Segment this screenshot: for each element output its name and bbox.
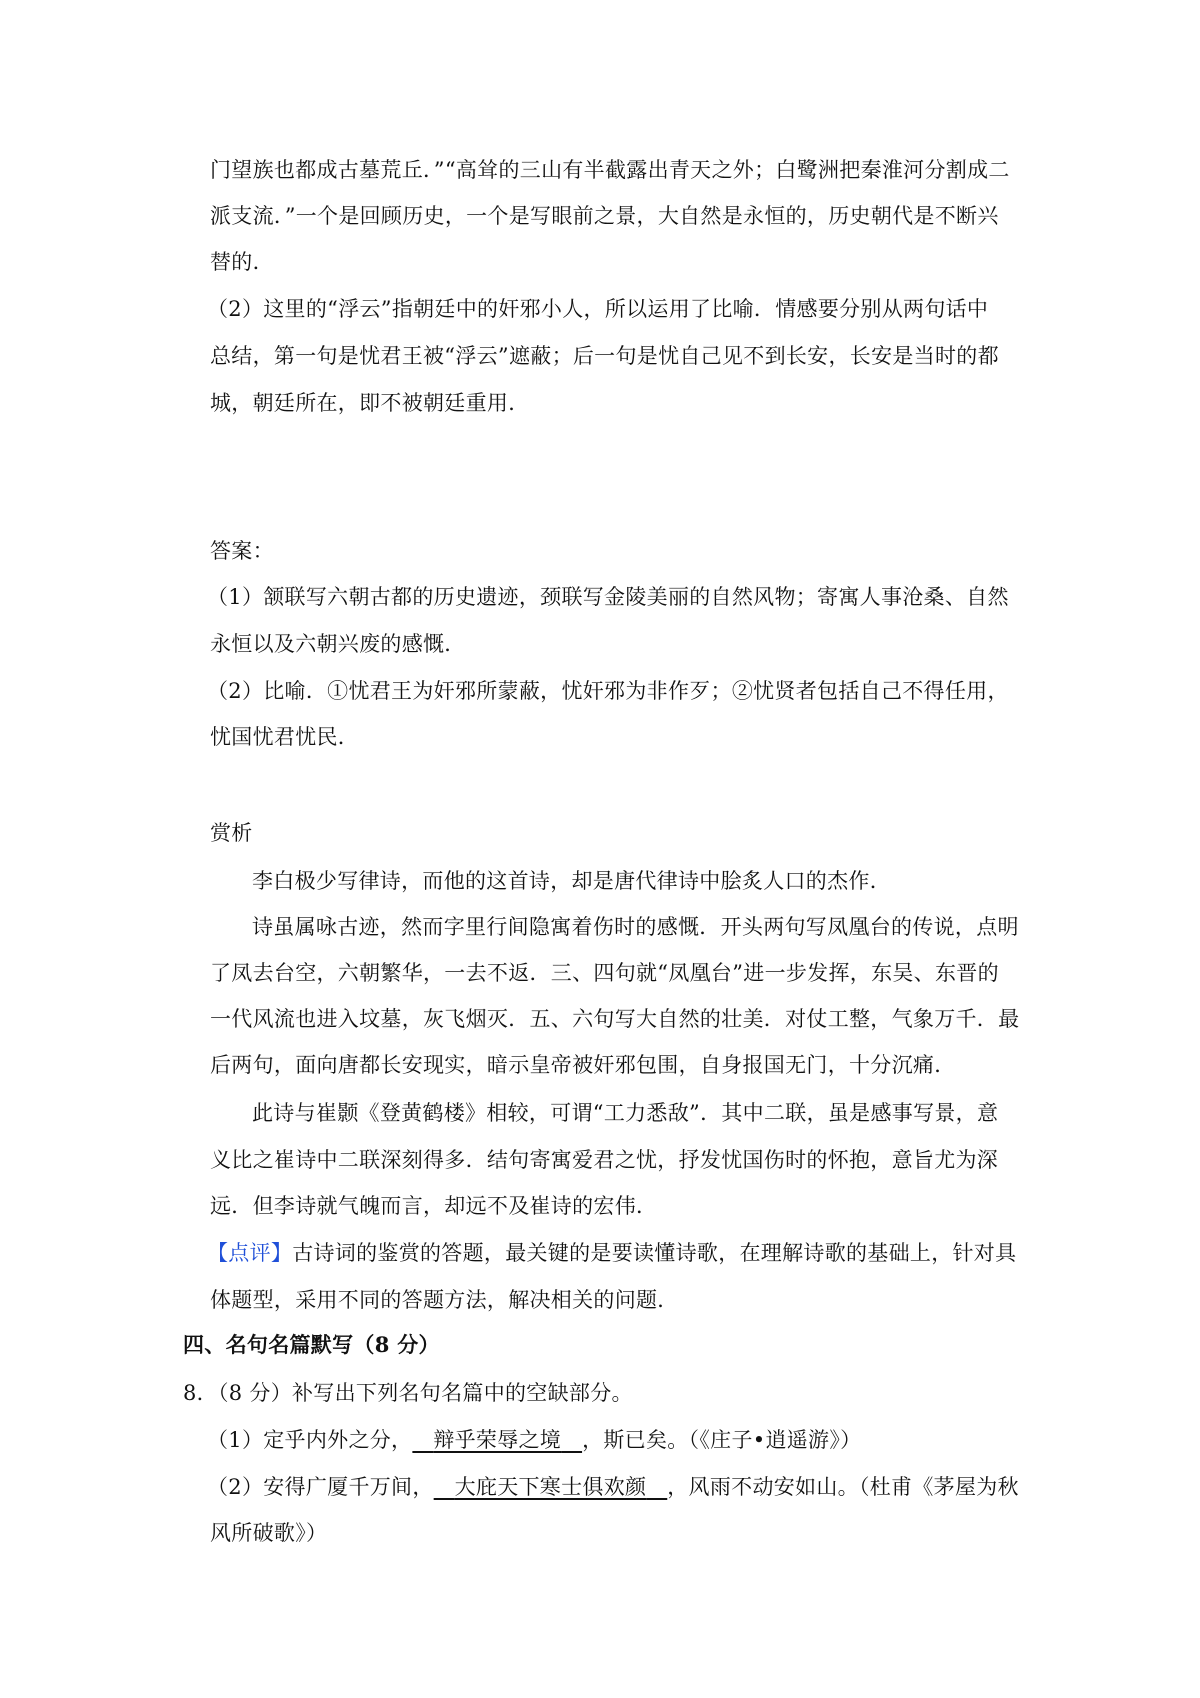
question-item-continued: 风所破歌》） [210,1521,328,1545]
appreciation-line: 诗虽属咏古迹，然而字里行间隐寓着伤时的感慨．开头两句写凤凰台的传说，点明 [252,915,1019,939]
answer-line: 忧国忧君忧民． [210,725,360,749]
appreciation-line: 了凤去台空，六朝繁华，一去不返．三、四句就“凤凰台”进一步发挥，东吴、东晋的 [210,961,999,985]
answer-text: 大庇天下寒士俱欢颜 [454,1475,647,1499]
answer-line: （1）颔联写六朝古都的历史遗迹，颈联写金陵美丽的自然风物；寄寓人事沧桑、自然 [207,585,1009,609]
appreciation-line: 义比之崔诗中二联深刻得多．结句寄寓爱君之忧，抒发忧国伤时的怀抱，意旨尤为深 [210,1148,999,1172]
appreciation-line: 李白极少写律诗，而他的这首诗，却是唐代律诗中脍炙人口的杰作． [252,869,891,893]
analysis-line: （2）这里的“浮云”指朝廷中的奸邪小人，所以运用了比喻．情感要分别从两句话中 [207,297,989,321]
item-prefix: （2）安得广厦千万间， [207,1475,434,1499]
question-stem: 8．（8 分）补写出下列名句名篇中的空缺部分。 [183,1381,633,1405]
answer-line: 永恒以及六朝兴废的感慨． [210,632,466,656]
comment-text: 古诗词的鉴赏的答题，最关键的是要读懂诗歌，在理解诗歌的基础上，针对具 [292,1241,1017,1265]
comment-line: 体题型，采用不同的答题方法，解决相关的问题． [210,1288,679,1312]
answer-line: （2）比喻．①忧君王为奸邪所蒙蔽，忧奸邪为非作歹；②忧贤者包括自己不得任用， [207,679,1009,703]
answer-heading: 答案： [210,539,274,563]
comment-tag: 【点评】 [207,1241,293,1265]
analysis-line: 替的． [210,250,274,274]
section-heading: 四、名句名篇默写（8 分） [183,1332,440,1357]
appreciation-line: 后两句，面向唐都长安现实，暗示皇帝被奸邪包围，自身报国无门，十分沉痛． [210,1053,956,1077]
appreciation-heading: 赏析 [210,821,253,845]
analysis-line: 门望族也都成古墓荒丘．”“高耸的三山有半截露出青天之外；白鹭洲把秦淮河分割成二 [210,158,1010,182]
appreciation-line: 远．但李诗就气魄而言，却远不及崔诗的宏伟． [210,1194,658,1218]
question-item [207,1472,1019,1502]
item-suffix: ，斯已矣。（《庄子•逍遥游》） [582,1428,862,1452]
analysis-line: 城，朝廷所在，即不被朝廷重用． [210,391,530,415]
analysis-line: 派支流．”一个是回顾历史，一个是写眼前之景，大自然是永恒的，历史朝代是不断兴 [210,204,999,228]
question-item [207,1425,861,1455]
item-suffix: ，风雨不动安如山。（杜甫《茅屋为秋 [667,1475,1019,1499]
answer-text: 辩乎荣辱之境 [433,1428,562,1452]
fill-in-answer [434,1475,668,1499]
comment-line [207,1238,1016,1268]
analysis-line: 总结，第一句是忧君王被“浮云”遮蔽；后一句是忧自己见不到长安，长安是当时的都 [210,344,999,368]
appreciation-line: 一代风流也进入坟墓，灰飞烟灭．五、六句写大自然的壮美．对仗工整，气象万千．最 [210,1007,1020,1031]
fill-in-answer [412,1428,582,1452]
appreciation-line: 此诗与崔颢《登黄鹤楼》相较，可谓“工力悉敌”．其中二联，虽是感事写景，意 [252,1101,999,1125]
item-prefix: （1）定乎内外之分， [207,1428,413,1452]
